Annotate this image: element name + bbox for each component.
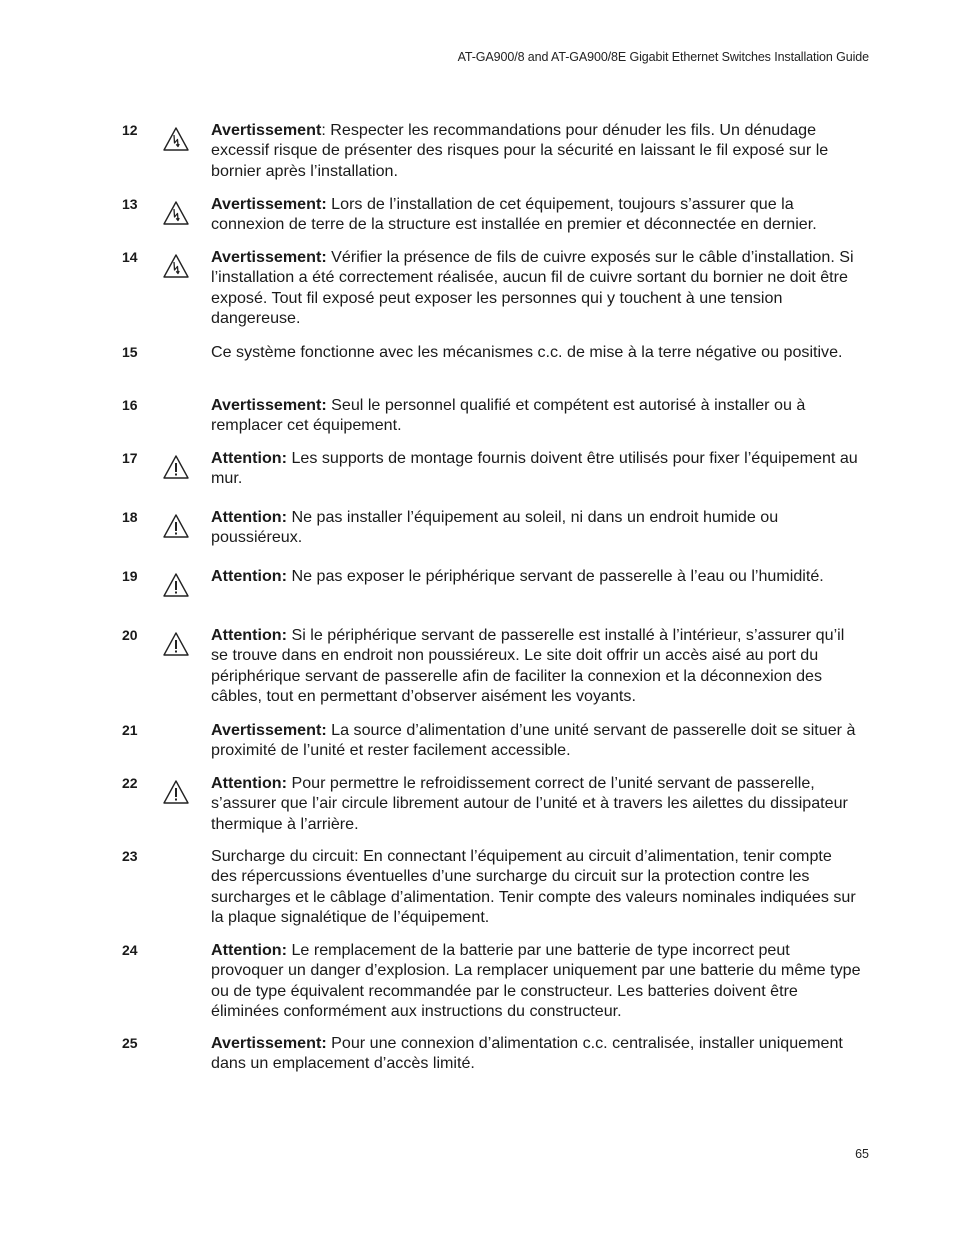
statement-body: Ne pas installer l’équipement au soleil, ni dans un endroit humide ou poussiéreux. xyxy=(211,508,779,547)
statement-body: Lors de l’installation de cet équipement, toujours s’assurer que la connexion de terre de la structure est installée en premier et déconnectée en dernier. xyxy=(211,195,817,234)
statement-body: Les supports de montage fournis doivent être utilisés pour fixer l’équipement au mur. xyxy=(211,449,858,488)
statement-body: Pour permettre le refroidissement correct de l’unité servant de passerelle, s’assurer que l’air circule librement autour de l’unité et à travers les ailettes du dissipateur thermique à l’arrière. xyxy=(211,774,848,833)
statement-text xyxy=(211,194,861,235)
statement-text xyxy=(211,507,861,548)
caution-icon xyxy=(162,779,190,805)
statement-body: Seul le personnel qualifié et compétent est autorisé à installer ou à remplacer cet équipement. xyxy=(211,396,806,435)
statement-body: Respecter les recommandations pour dénuder les fils. Un dénudage excessif risque de présenter des risques pour la sécurité en laissant le fil exposé sur le bornier après l’installation. xyxy=(211,121,829,180)
statement-label: Attention: xyxy=(211,941,287,959)
caution-icon xyxy=(162,572,190,598)
statement-number: 23 xyxy=(122,848,138,864)
statement-text xyxy=(211,625,861,707)
statement-number: 18 xyxy=(122,509,138,525)
statement-text xyxy=(211,940,861,1022)
statement-number: 20 xyxy=(122,627,138,643)
statement-label: Attention: xyxy=(211,449,287,467)
electrical-hazard-icon xyxy=(162,200,190,226)
statement-body: Ne pas exposer le périphérique servant de passerelle à l’eau ou l’humidité. xyxy=(291,567,824,585)
electrical-hazard-icon xyxy=(162,253,190,279)
statement-label: Avertissement: xyxy=(211,396,327,414)
statement-body: Surcharge du circuit: En connectant l’équipement au circuit d’alimentation, tenir compte des répercussions éventuelles d’une surcharge du circuit sur la protection contre les surcharges et le câblage d’alimentation. Tenir compte des valeurs nominales indiquées sur la plaque signalétique de l’équipement. xyxy=(211,847,856,927)
statement-body: Ce système fonctionne avec les mécanismes c.c. de mise à la terre négative ou positive. xyxy=(211,343,843,361)
page-number: 65 xyxy=(855,1147,869,1161)
statement-body: La source d’alimentation d’une unité servant de passerelle doit se situer à proximité de l’unité et rester facilement accessible. xyxy=(211,721,856,760)
statement-number: 24 xyxy=(122,942,138,958)
caution-icon xyxy=(162,513,190,539)
statement-label: Avertissement: xyxy=(211,195,327,213)
statement-number: 16 xyxy=(122,397,138,413)
statement-body: Le remplacement de la batterie par une batterie de type incorrect peut provoquer un danger d’explosion. La remplacer uniquement par une batterie du même type ou de type équivalent recommandée par le constructeur. Les batteries doivent être éliminées conformément aux instructions du constructeur. xyxy=(211,941,861,1021)
statement-text xyxy=(211,342,861,362)
statement-number: 15 xyxy=(122,344,138,360)
statement-text xyxy=(211,1033,861,1074)
statement-number: 25 xyxy=(122,1035,138,1051)
statement-label: Attention: xyxy=(211,774,287,792)
statement-label: Attention: xyxy=(211,508,287,526)
statement-number: 13 xyxy=(122,196,138,212)
statement-number: 12 xyxy=(122,122,138,138)
statement-text xyxy=(211,395,861,436)
running-header: AT-GA900/8 and AT-GA900/8E Gigabit Ethernet Switches Installation Guide xyxy=(457,50,869,64)
statement-body: Pour une connexion d’alimentation c.c. centralisée, installer uniquement dans un emplacement d’accès limité. xyxy=(211,1034,843,1073)
statement-text xyxy=(211,773,861,834)
caution-icon xyxy=(162,454,190,480)
caution-icon xyxy=(162,631,190,657)
statement-number: 21 xyxy=(122,722,138,738)
statement-number: 17 xyxy=(122,450,138,466)
statement-body: Si le périphérique servant de passerelle est installé à l’intérieur, s’assurer qu’il se trouve dans en endroit non poussiéreux. Le site doit offrir un accès aisé au port du périphérique servant de passerelle afin de faciliter la connexion et la déconnexion des câbles, tout en permettant d’observer aisément les voyants. xyxy=(211,626,845,706)
statement-text xyxy=(211,846,861,928)
statement-label: Attention: xyxy=(211,567,287,585)
statement-text xyxy=(211,720,861,761)
statement-text xyxy=(211,247,861,329)
statement-label: Avertissement: xyxy=(211,1034,327,1052)
statement-text: Avertissement: Respecter les recommandations pour dénuder les fils. Un dénudage excessif risque de présenter des risques pour la sécurité en laissant le fil exposé sur le bornier après l’installation. xyxy=(211,121,829,180)
statement-label: Avertissement: xyxy=(211,721,327,739)
statement-number: 19 xyxy=(122,568,138,584)
statement-text xyxy=(211,566,861,586)
electrical-hazard-icon xyxy=(162,126,190,152)
statement-label: Avertissement: xyxy=(211,248,327,266)
statement-number: 22 xyxy=(122,775,138,791)
statement-text xyxy=(211,448,861,489)
statement-label: Attention: xyxy=(211,626,287,644)
statement-body: Vérifier la présence de fils de cuivre exposés sur le câble d’installation. Si l’installation a été correctement réalisée, aucun fil de cuivre sortant du bornier ne doit être exposé. Tout fil exposé peut exposer les personnes qui y touchent à une tension dangereuse. xyxy=(211,248,854,328)
statement-number: 14 xyxy=(122,249,138,265)
statement-label: Avertissement xyxy=(211,121,322,139)
